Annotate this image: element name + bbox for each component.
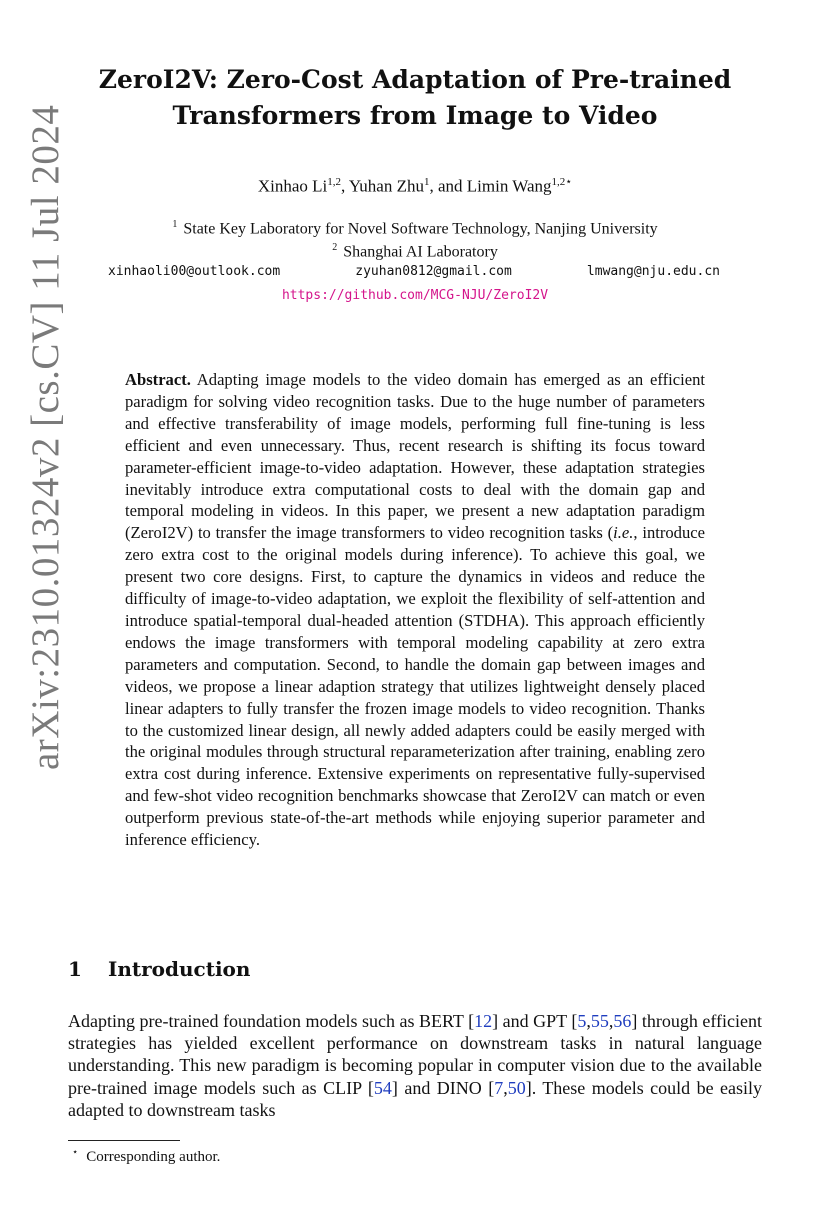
abstract-text: Adapting image models to the video domain has emerged as an efficient paradigm for solving video recognition tasks. Due to the huge number of parameters and effective transferability of image models, performing full fine-tuning is less efficient and even unnecessary. Thus, recent research is shifting its focus toward parameter-efficient image-to-video adaptation. However, these adaptation strategies inevitably introduce extra computational costs to deal with the domain gap and temporal modeling in videos. In this paper, we present a new adaptation paradigm (ZeroI2V) to transfer the image transformers to video recognition tasks ( [125,370,705,543]
section-title: Introduction [108,957,251,981]
footnote-text: Corresponding author. [86,1149,221,1165]
citation-link[interactable]: 50 [507,1077,526,1098]
introduction-paragraph [68,1010,762,1121]
abstract-label: Abstract. [125,370,191,389]
intro-text: Adapting pre-trained foundation models such as BERT [ [68,1011,475,1031]
author-name: , Yuhan Zhu [341,176,424,196]
intro-text: ] and DINO [ [391,1077,495,1098]
citation-link[interactable]: 54 [373,1077,392,1098]
footnote [68,1147,220,1166]
affiliation-text: Shanghai AI Laboratory [343,243,498,261]
repository-link[interactable]: https://github.com/MCG-NJU/ZeroI2V [281,288,549,303]
email-address[interactable]: lmwang@nju.edu.cn [586,264,720,279]
email-address[interactable]: xinhaoli00@outlook.com [108,264,281,279]
citation-link[interactable]: 5 [577,1011,587,1031]
paper-title [90,62,740,134]
intro-text: , [503,1077,508,1098]
intro-text: ] and GPT [ [492,1011,578,1031]
citation-link[interactable]: 7 [494,1077,504,1098]
author-list [110,175,720,197]
author-name: Xinhao Li [257,176,328,196]
author-affil-mark: 1 [423,176,430,188]
abstract-ie: i.e. [613,523,634,543]
intro-text: , [608,1011,614,1031]
abstract-text: , introduce zero extra cost to the original models during inference). To achieve this goal, we present two core designs. First, to capture the dynamics in videos and reduce the difficulty of image-to-video adaptation, we exploit the flexibility of self-attention and introduce spatial-temporal dual-headed attention (STDHA). This approach efficiently endows the image transformers with temporal modeling capability at zero extra parameters and computation. Second, to handle the domain gap between images and videos, we propose a linear adaption strategy that utilizes lightweight densely placed linear adapters to fully transfer the frozen image models to video recognition. Thanks to the customized linear design, all newly added adapters could be easily merged with the original modules through structural reparameterization after training, enabling zero extra cost during inference. Extensive experiments on representative fully-supervised and few-shot video recognition benchmarks showcase that ZeroI2V can match or even outperform previous state-of-the-art methods while enjoying superior parameter and inference efficiency. [125,523,705,850]
footnote-mark: ⋆ [72,1147,79,1158]
citation-link[interactable]: 56 [613,1011,632,1031]
title-line-2: Transformers from Image to Video [172,101,658,130]
citation-link[interactable]: 55 [590,1011,609,1031]
intro-text: , [586,1011,591,1031]
citation-link[interactable]: 12 [474,1011,493,1031]
author-affil-mark: 1,2 [327,176,342,188]
intro-text: ] through efficient strategies has yielded excellent performance on downstream tasks in natural language understanding. This new paradigm is becoming popular in computer vision due to the available pre-trained image models such as CLIP [ [68,1011,762,1098]
email-address[interactable]: zyuhan0812@gmail.com [355,264,512,279]
author-affil-mark: 1,2⋆ [551,176,573,188]
section-number: 1 [68,957,82,981]
author-name: , and Limin Wang [429,176,552,196]
email-list [108,264,720,279]
title-line-1: ZeroI2V: Zero-Cost Adaptation of Pre-trained [98,65,732,94]
affiliation-1 [90,219,740,238]
abstract [125,369,705,851]
arxiv-identifier: arXiv:2310.01324v2 [cs.CV] 11 Jul 2024 [24,104,67,770]
intro-text: ]. These models could be easily adapted to downstream tasks [68,1077,763,1120]
affiliation-2 [90,242,740,261]
affiliation-mark: 1 [172,219,178,230]
affiliation-mark: 2 [332,242,338,253]
section-heading [68,957,250,981]
affiliation-text: State Key Laboratory for Novel Software Technology, Nanjing University [183,220,658,238]
footnote-rule [68,1140,180,1141]
